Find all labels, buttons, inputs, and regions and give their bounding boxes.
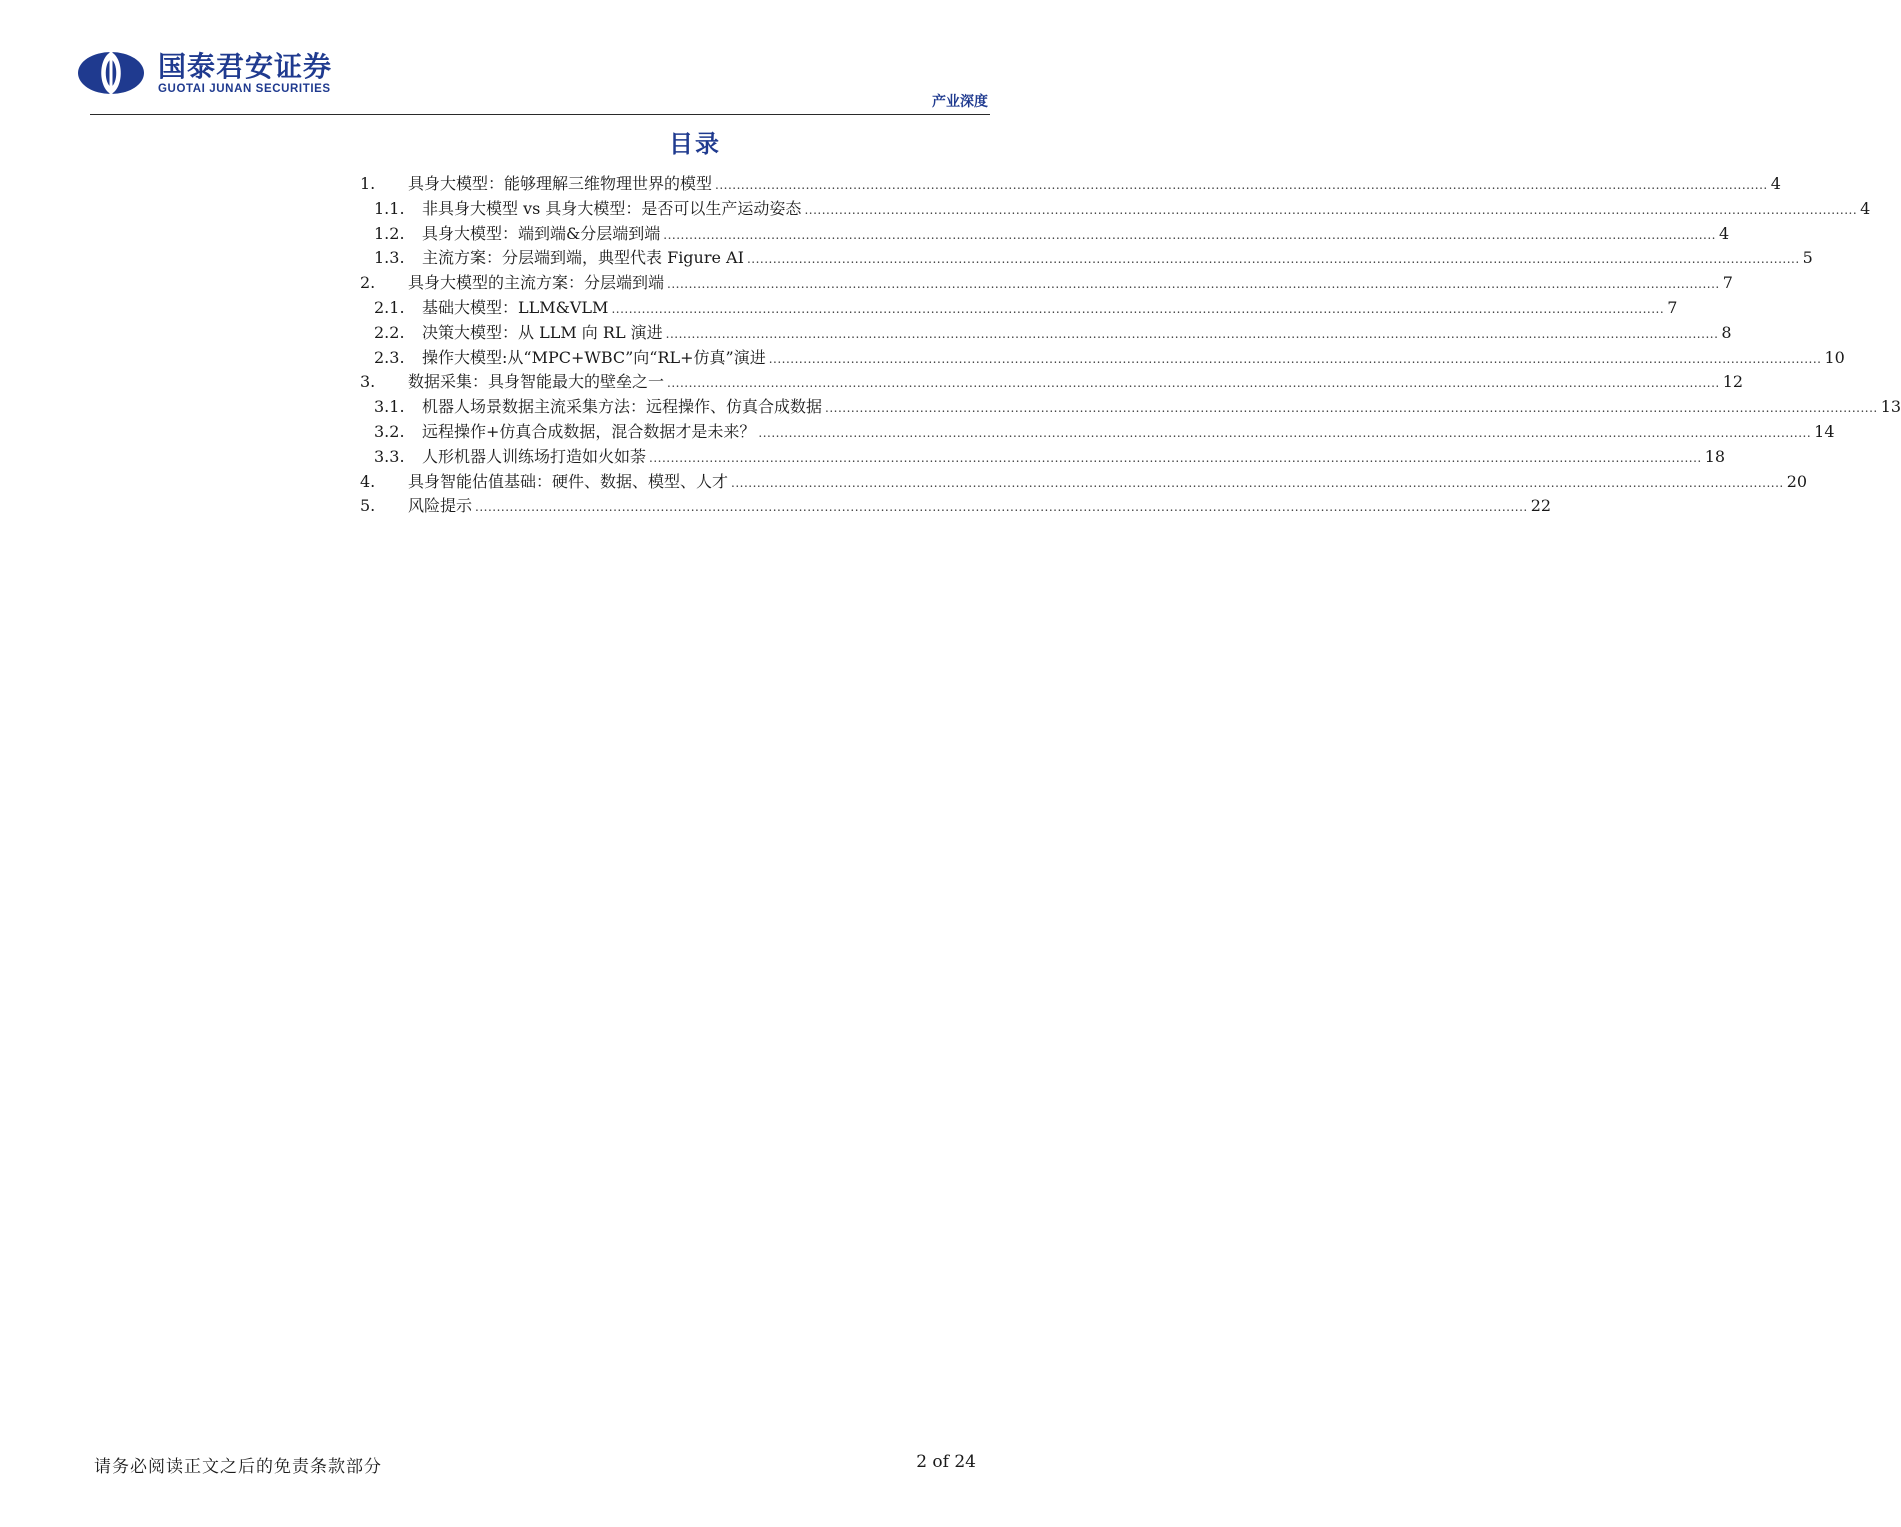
toc-dot-leader — [666, 322, 1719, 347]
toc-entry-page: 13 — [1880, 397, 1901, 417]
toc-entry-page: 18 — [1704, 446, 1726, 466]
toc-entry-number: 3.1. — [374, 397, 405, 417]
toc-dot-leader — [769, 347, 1822, 372]
toc-entry-number: 2.2. — [374, 322, 405, 342]
toc-entry-page: 5 — [1802, 248, 1813, 268]
brand-name-cn: 国泰君安证券 — [158, 50, 333, 83]
toc-entry-number: 1.2. — [374, 223, 405, 243]
toc-entry-title: 风险提示 — [408, 496, 473, 516]
company-logo — [76, 50, 376, 100]
toc-entry-number: 1.1. — [374, 198, 405, 218]
toc-entry-title: 基础大模型：LLM&VLM — [422, 297, 609, 317]
toc-entry-number: 3.3. — [374, 446, 405, 466]
toc-title: 目录 — [669, 130, 721, 158]
toc-entry-title: 主流方案：分层端到端，典型代表 Figure AI — [422, 248, 744, 268]
toc-dot-leader — [475, 495, 1528, 520]
toc-entry[interactable] — [360, 470, 1808, 495]
brand-name-en: GUOTAI JUNAN SECURITIES — [158, 83, 331, 95]
toc-dot-leader — [758, 421, 1811, 446]
toc-entry[interactable] — [360, 494, 1552, 519]
toc-entry[interactable] — [360, 197, 1871, 222]
toc-entry-number: 2.1. — [374, 297, 405, 317]
toc-dot-leader — [731, 471, 1784, 496]
toc-entry-title: 机器人场景数据主流采集方法：远程操作、仿真合成数据 — [422, 397, 823, 417]
toc-entry[interactable] — [360, 346, 1845, 371]
toc-entry-page: 4 — [1770, 174, 1781, 193]
toc-entry-number: 3. — [360, 372, 376, 392]
page-indicator: 2 of 24 — [916, 1452, 976, 1472]
toc-entry-page: 10 — [1824, 347, 1845, 367]
toc-entry[interactable] — [360, 370, 1744, 395]
guotai-junan-logo-icon — [76, 50, 146, 96]
toc-entry-title: 具身大模型的主流方案：分层端到端 — [408, 273, 665, 293]
toc-entry[interactable] — [360, 296, 1678, 321]
toc-entry-title: 具身大模型：能够理解三维物理世界的模型 — [408, 174, 713, 193]
toc-entry[interactable] — [360, 321, 1732, 346]
toc-entry-title: 非具身大模型 vs 具身大模型：是否可以生产运动姿态 — [422, 198, 802, 218]
toc-entry-title: 具身智能估值基础：硬件、数据、模型、人才 — [408, 471, 729, 491]
toc-dot-leader — [715, 173, 1768, 198]
toc-entry-page: 12 — [1722, 372, 1744, 392]
table-of-contents — [360, 172, 1901, 519]
toc-entry-page: 7 — [1667, 297, 1678, 317]
toc-entry-number: 5. — [360, 496, 376, 516]
toc-entry-page: 14 — [1814, 421, 1835, 441]
report-type-label: 产业深度 — [932, 94, 988, 110]
toc-entry[interactable] — [360, 445, 1726, 470]
toc-entry-title: 决策大模型：从 LLM 向 RL 演进 — [422, 322, 663, 342]
toc-entry-number: 2. — [360, 273, 376, 293]
toc-entry-page: 20 — [1786, 471, 1808, 491]
toc-entry[interactable] — [360, 222, 1730, 247]
toc-entry[interactable] — [360, 172, 1781, 197]
toc-dot-leader — [663, 223, 1716, 248]
header-divider — [90, 114, 990, 115]
toc-dot-leader — [611, 297, 1664, 322]
toc-dot-leader — [667, 272, 1720, 297]
toc-dot-leader — [747, 247, 1800, 272]
toc-entry[interactable] — [360, 395, 1901, 420]
toc-entry-number: 4. — [360, 471, 376, 491]
disclaimer-note: 请务必阅读正文之后的免责条款部分 — [94, 1457, 382, 1477]
toc-entry-number: 1. — [360, 174, 376, 193]
toc-entry-title: 操作大模型:从“MPC+WBC”向“RL+仿真”演进 — [422, 347, 766, 367]
toc-entry-title: 远程操作+仿真合成数据，混合数据才是未来？ — [422, 421, 756, 441]
toc-entry-number: 2.3. — [374, 347, 405, 367]
toc-entry-page: 22 — [1530, 496, 1552, 516]
toc-dot-leader — [667, 371, 1720, 396]
toc-entry-page: 4 — [1860, 198, 1871, 218]
toc-entry-number: 3.2. — [374, 421, 405, 441]
toc-dot-leader — [825, 396, 1878, 421]
toc-dot-leader — [804, 198, 1857, 223]
toc-entry-number: 1.3. — [374, 248, 405, 268]
toc-entry-title: 数据采集：具身智能最大的壁垒之一 — [408, 372, 665, 392]
toc-entry-page: 8 — [1721, 322, 1732, 342]
toc-entry-page: 7 — [1722, 273, 1733, 293]
toc-entry-title: 人形机器人训练场打造如火如荼 — [422, 446, 647, 466]
toc-entry[interactable] — [360, 420, 1835, 445]
toc-entry-page: 4 — [1718, 223, 1730, 243]
toc-entry[interactable] — [360, 271, 1733, 296]
toc-entry[interactable] — [360, 246, 1813, 271]
toc-entry-title: 具身大模型：端到端&分层端到端 — [422, 223, 661, 243]
toc-dot-leader — [649, 446, 1702, 471]
